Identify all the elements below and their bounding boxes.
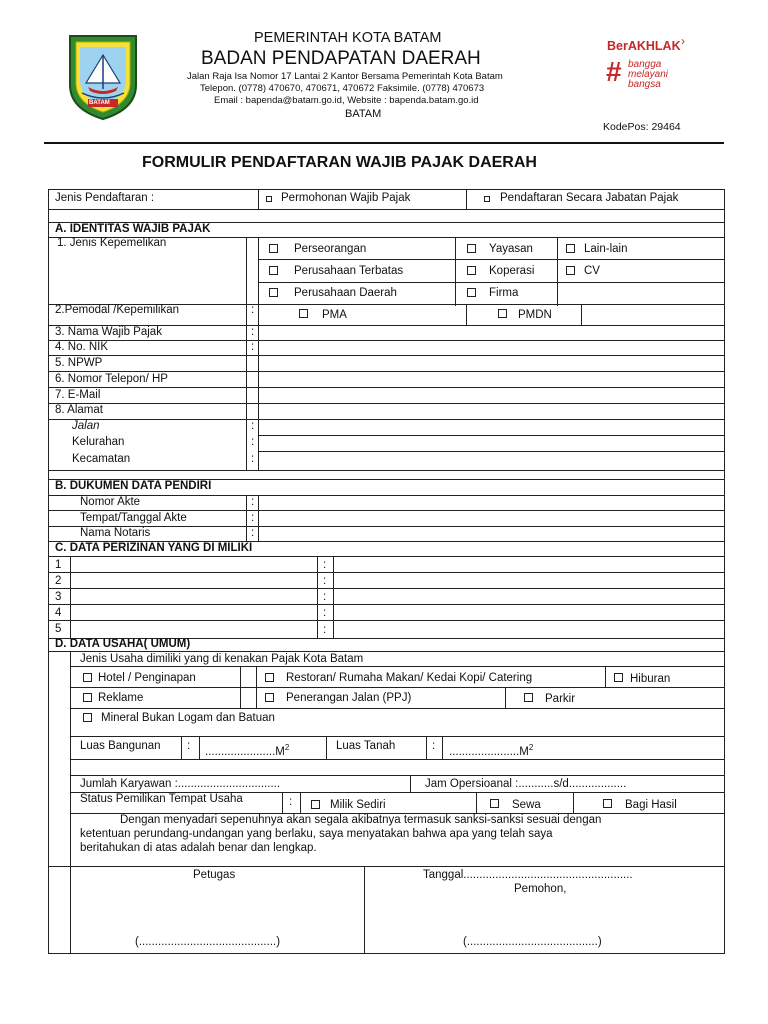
colon-luas-tanah: : (432, 740, 436, 752)
colon-jalan: : (251, 420, 255, 432)
colon-izin-5: : (323, 624, 327, 636)
pma-label: PMA (322, 309, 347, 321)
luas-tanah-dots: ......................M (449, 745, 529, 758)
tanggal-field[interactable]: Tanggal..................................................... (423, 869, 633, 881)
karyawan-field[interactable]: Jumlah Karyawan :................................ (80, 778, 281, 790)
nama-label: 3. Nama Wajib Pajak (55, 326, 162, 338)
telepon-input[interactable] (262, 374, 720, 386)
pmdn-label: PMDN (518, 309, 552, 321)
jam-operasional-field[interactable]: Jam Opersioanal :...........s/d.................. (425, 778, 627, 790)
header-divider (44, 142, 724, 144)
bangsa-text: bangsa (628, 79, 661, 90)
permohonan-label: Permohonan Wajib Pajak (281, 192, 411, 204)
checkbox-hiburan[interactable] (614, 673, 623, 682)
colon-status: : (289, 796, 293, 808)
notaris-input[interactable] (262, 528, 720, 540)
kepemilikan-label: 1. Jenis Kepemelikan (57, 237, 167, 249)
pt-label: Perusahaan Terbatas (294, 265, 404, 277)
checkbox-yayasan[interactable] (467, 244, 476, 253)
colon-izin-1: : (323, 559, 327, 571)
section-d-title: D. DATA USAHA( UMUM) (55, 638, 191, 650)
form-title: FORMULIR PENDAFTARAN WAJIB PAJAK DAERAH (142, 154, 537, 171)
pemohon-signature-blank[interactable]: (.........................................) (463, 936, 602, 948)
checkbox-sewa[interactable] (490, 799, 499, 808)
izin-row-number: 4 (55, 607, 62, 619)
colon-akte: : (251, 496, 255, 508)
akte-label: Nomor Akte (80, 496, 141, 508)
akte-input[interactable] (262, 497, 720, 509)
parkir-label: Parkir (545, 693, 576, 705)
jalan-label: Jalan (72, 420, 100, 432)
kelurahan-label: Kelurahan (72, 436, 125, 448)
melayani-text: melayani (628, 69, 669, 80)
declaration-line-2: ketentuan perundang-undangan yang berlaku, saya menyatakan bahwa apa yang telah saya (80, 828, 553, 840)
checkbox-perseorangan[interactable] (269, 244, 278, 253)
colon-pemodal: : (251, 304, 255, 316)
checkbox-firma[interactable] (467, 288, 476, 297)
tempat-akte-input[interactable] (262, 513, 720, 525)
checkbox-lainlain[interactable] (566, 244, 575, 253)
jabatan-label: Pendaftaran Secara Jabatan Pajak (500, 192, 679, 204)
bangga-text: bangga (628, 59, 662, 70)
chevron-right-icon: › (681, 34, 685, 48)
colon-nik: : (251, 341, 255, 353)
colon-izin-3: : (323, 591, 327, 603)
kelurahan-input[interactable] (262, 437, 720, 449)
email-line: Email : bapenda@batam.go.id, Website : bapenda.batam.go.id (214, 95, 479, 106)
checkbox-restoran[interactable] (265, 673, 274, 682)
colon-nama: : (251, 326, 255, 338)
declaration-line-1: Dengan menyadari sepenuhnya akan segala akibatnya termasuk sanksi-sanksi sesuai dengan (120, 814, 602, 826)
ppj-label: Penerangan Jalan (PPJ) (286, 692, 412, 704)
bagi-hasil-label: Bagi Hasil (625, 799, 677, 811)
kodepos: KodePos: 29464 (603, 121, 681, 133)
status-label: Status Pemilikan Tempat Usaha (80, 793, 243, 805)
hotel-label: Hotel / Penginapan (98, 672, 196, 684)
sewa-label: Sewa (512, 799, 541, 811)
email-input[interactable] (262, 390, 720, 402)
luas-bangunan-dots: ......................M (205, 745, 285, 758)
agency-name: BADAN PENDAPATAN DAERAH (201, 48, 481, 69)
checkbox-bagi-hasil[interactable] (603, 799, 612, 808)
kecamatan-input[interactable] (262, 455, 720, 467)
nama-input[interactable] (262, 327, 720, 339)
petugas-signature-blank[interactable]: (...........................................) (135, 936, 281, 948)
section-c-title: C. DATA PERIZINAN YANG DI MILIKI (55, 542, 253, 554)
checkbox-parkir[interactable] (524, 693, 533, 702)
checkbox-pd[interactable] (269, 288, 278, 297)
pemohon-label: Pemohon, (514, 883, 567, 895)
koperasi-label: Koperasi (489, 265, 535, 277)
declaration-line-3: beritahukan di atas adalah benar dan lengkap. (80, 842, 317, 854)
izin-row-number: 2 (55, 575, 62, 587)
pemodal-label: 2.Pemodal /Kepemilikan (55, 304, 180, 316)
batam-logo (66, 33, 140, 121)
izin-row-number: 5 (55, 623, 62, 635)
luas-bangunan-label: Luas Bangunan (80, 740, 161, 752)
colon-izin-4: : (323, 607, 327, 619)
lainlain-label: Lain-lain (584, 243, 628, 255)
perseorangan-label: Perseorangan (294, 243, 367, 255)
checkbox-mineral[interactable] (83, 713, 92, 722)
hash-icon: # (606, 56, 622, 87)
reklame-label: Reklame (98, 692, 144, 704)
luas-bangunan-value[interactable] (205, 744, 289, 758)
colon-izin-2: : (323, 575, 327, 587)
colon-tempat: : (251, 512, 255, 524)
checkbox-cv[interactable] (566, 266, 575, 275)
berakhlak-text: BerAKHLAK (607, 39, 681, 53)
checkbox-jabatan[interactable] (484, 196, 490, 202)
izin-row-number: 1 (55, 559, 62, 571)
checkbox-permohonan[interactable] (266, 196, 272, 202)
jenis-usaha-label: Jenis Usaha dimiliki yang di kenakan Pajak Kota Batam (80, 653, 364, 665)
milik-label: Milik Sediri (330, 799, 386, 811)
section-a-title: A. IDENTITAS WAJIB PAJAK (55, 223, 211, 235)
petugas-label: Petugas (193, 869, 236, 881)
npwp-label: 5. NPWP (55, 357, 103, 369)
notaris-label: Nama Notaris (80, 527, 151, 539)
cv-label: CV (584, 265, 600, 277)
checkbox-pt[interactable] (269, 266, 278, 275)
firma-label: Firma (489, 287, 519, 299)
jalan-input[interactable] (262, 421, 720, 433)
luas-tanah-value[interactable] (449, 744, 533, 758)
gov-name: PEMERINTAH KOTA BATAM (254, 30, 442, 46)
luas-tanah-label: Luas Tanah (336, 740, 396, 752)
kecamatan-label: Kecamatan (72, 453, 131, 465)
tempat-akte-label: Tempat/Tanggal Akte (80, 512, 187, 524)
hiburan-label: Hiburan (630, 673, 671, 685)
colon-kecamatan: : (251, 453, 255, 465)
nik-input[interactable] (262, 342, 720, 354)
colon-luas-bangunan: : (187, 740, 191, 752)
phone-line: Telepon. (0778) 470670, 470671, 470672 Faksimile. (0778) 470673 (200, 83, 485, 94)
yayasan-label: Yayasan (489, 243, 533, 255)
checkbox-milik[interactable] (311, 800, 320, 809)
logo-label: BATAM (89, 100, 110, 106)
pd-label: Perusahaan Daerah (294, 287, 397, 299)
checkbox-pmdn[interactable] (498, 309, 507, 318)
telepon-label: 6. Nomor Telepon/ HP (55, 373, 168, 385)
npwp-input[interactable] (262, 358, 720, 370)
checkbox-koperasi[interactable] (467, 266, 476, 275)
alamat-label: 8. Alamat (55, 404, 103, 416)
address-line: Jalan Raja Isa Nomor 17 Lantai 2 Kantor Bersama Pemerintah Kota Batam (187, 71, 503, 82)
jenis-pendaftaran-label: Jenis Pendaftaran : (55, 192, 155, 204)
checkbox-ppj[interactable] (265, 693, 274, 702)
mineral-label: Mineral Bukan Logam dan Batuan (101, 712, 275, 724)
checkbox-pma[interactable] (299, 309, 308, 318)
izin-row-number: 3 (55, 591, 62, 603)
checkbox-hotel[interactable] (83, 673, 92, 682)
nik-label: 4. No. NIK (55, 341, 109, 353)
checkbox-reklame[interactable] (83, 693, 92, 702)
email-label: 7. E-Mail (55, 389, 101, 401)
colon-kelurahan: : (251, 436, 255, 448)
luas-bangunan-sup: 2 (284, 743, 290, 752)
section-b-title: B. DUKUMEN DATA PENDIRI (55, 480, 212, 492)
city-line: BATAM (345, 108, 382, 120)
colon-notaris: : (251, 527, 255, 539)
luas-tanah-sup: 2 (528, 743, 534, 752)
restoran-label: Restoran/ Rumaha Makan/ Kedai Kopi/ Catering (286, 672, 533, 684)
